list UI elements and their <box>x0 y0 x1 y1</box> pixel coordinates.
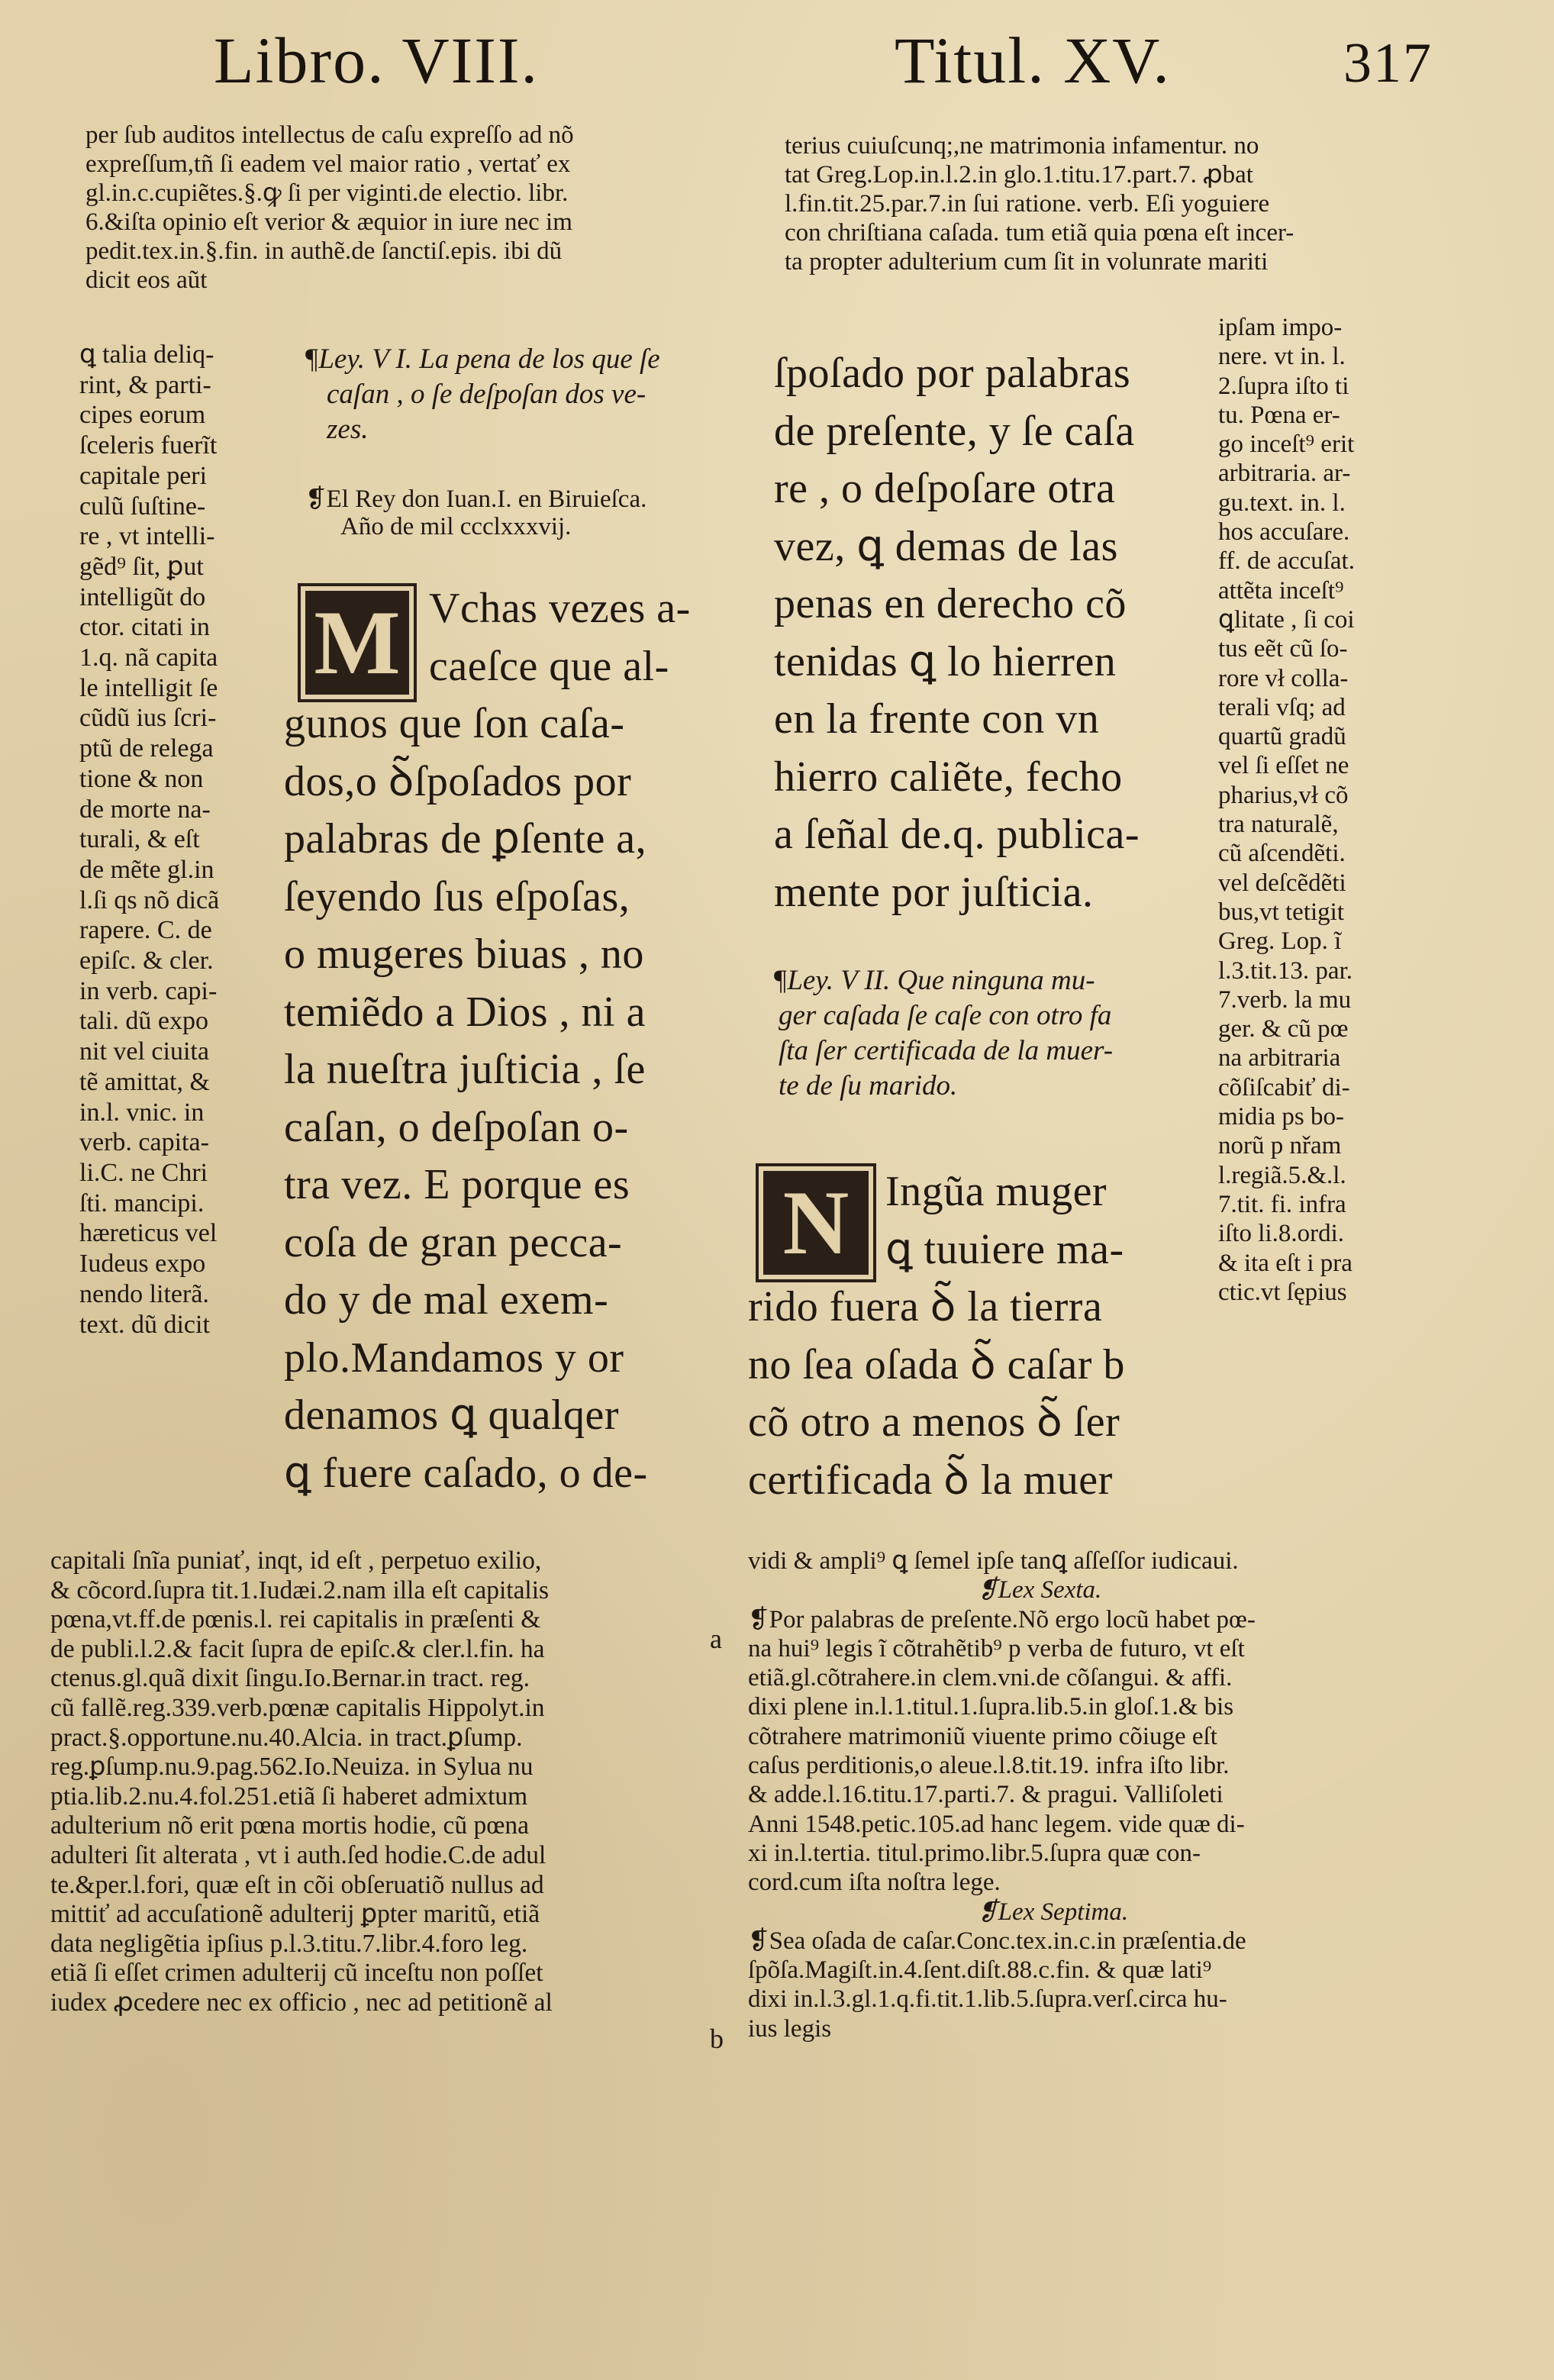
margin-gloss-line: capitale peri <box>79 461 208 490</box>
law6-source-line: ❡El Rey don Iuan.I. en Biruieſca. <box>305 485 647 513</box>
gloss-line: de publi.l.2.& facit ſupra de epiſc.& cler.l.fin. ha <box>50 1634 545 1663</box>
law-text-line: ꝗ tuuiere ma- <box>885 1225 1124 1273</box>
law-text-line: ꝗ fuere caſado, o de- <box>284 1449 648 1497</box>
margin-gloss-line: ſceleris fuerĩt <box>79 431 218 460</box>
law6-heading-line: zes. <box>327 414 369 445</box>
margin-gloss-line: turali, & eſt <box>79 825 200 854</box>
gloss-line: te.&per.l.fori, quæ eſt in cõi obſeruatiõ nullus ad <box>50 1870 544 1899</box>
margin-gloss-line: pharius,vł cõ <box>1218 781 1349 809</box>
margin-gloss-line: ꝗlitate , ſi coi <box>1218 605 1355 634</box>
law-text-line: palabras de ꝑſente a, <box>284 815 647 863</box>
gloss-line: mittiť ad accuſationẽ adulterij ꝑpter maritũ, etiã <box>50 1900 540 1929</box>
gloss-line: per ſub auditos intellectus de caſu expreſſo ad nõ <box>85 121 574 149</box>
margin-gloss-line: 7.tit. fi. infra <box>1218 1190 1346 1218</box>
gloss-line: ta propter adulterium cum ſit in volunrate mariti <box>785 248 1269 276</box>
law-text-line: do y de mal exem- <box>284 1276 609 1324</box>
margin-gloss-line: Iudeus expo <box>79 1250 206 1279</box>
note-line: dixi in.l.3.gl.1.q.fi.tit.1.lib.5.ſupra.verſ.circa hu- <box>748 1985 1227 2014</box>
margin-gloss-line: iſto li.8.ordi. <box>1218 1220 1344 1248</box>
margin-gloss-line: cũ aſcendẽti. <box>1218 840 1346 868</box>
law-text-line: plo.Mandamos y or <box>284 1334 624 1382</box>
margin-gloss-line: in.l. vnic. in <box>79 1098 205 1127</box>
margin-gloss-line: li.C. ne Chri <box>79 1158 208 1187</box>
note-line: ius legis <box>748 2014 832 2043</box>
note-a <box>748 1605 1389 1898</box>
gloss-line: con chriſtiana caſada. tum etiã quia pœna eſt incer- <box>785 219 1294 247</box>
law-text-line: certificada ꝺ̃ la muer <box>748 1456 1113 1504</box>
note-line: etiã.gl.cõtrahere.in clem.vni.de cõſangui. & affi. <box>748 1664 1233 1692</box>
law-text-line: tenidas ꝗ lo hierren <box>774 637 1117 685</box>
margin-gloss-line: tu. Pœna er- <box>1218 401 1340 429</box>
gloss-line: expreſſum,tñ ſi eadem vel maior ratio , vertať ex <box>85 150 571 178</box>
gloss-line: pœna,vt.ff.de pœnis.l. rei capitalis in præſenti & <box>50 1605 541 1634</box>
margin-gloss-line: terali vſq; ad <box>1218 693 1346 721</box>
law-text-line: temiẽdo a Dios , ni a <box>284 988 646 1036</box>
gloss-line: & cõcord.ſupra tit.1.Iudæi.2.nam illa eſt capitalis <box>50 1575 550 1604</box>
gloss-line: pract.§.opportune.nu.40.Alcia. in tract.ꝑſump. <box>50 1723 523 1752</box>
margin-gloss-line: nit vel ciuita <box>79 1037 209 1066</box>
margin-gloss-line: hos accuſare. <box>1218 518 1350 547</box>
law7-text <box>748 1163 1206 1509</box>
law6-text-right <box>774 345 1209 921</box>
margin-gloss-line: text. dũ dicit <box>79 1310 210 1339</box>
running-head-book: Libro. VIII. <box>214 24 540 97</box>
margin-gloss-line: l.ſi qs nõ dicã <box>79 885 220 914</box>
law6-source-line: Año de mil ccclxxxvij. <box>340 513 572 540</box>
gloss-line: tat Greg.Lop.in.l.2.in glo.1.titu.17.part.7. ꝓbat <box>785 161 1253 189</box>
law-text-line: penas en derecho cõ <box>774 580 1127 627</box>
margin-gloss-line: culũ ſuſtine- <box>79 492 206 521</box>
margin-gloss-line: midia ps bo- <box>1218 1103 1344 1131</box>
margin-gloss-line: rore vł colla- <box>1218 664 1349 692</box>
margin-gloss-line: attẽta inceſt⁹ <box>1218 576 1344 605</box>
gloss-line: gl.in.c.cupiẽtes.§.ꝙ ſi per viginti.de electio. libr. <box>85 179 569 207</box>
margin-gloss-line: nendo literã. <box>79 1279 209 1308</box>
law-text-line: Ingũa muger <box>885 1168 1107 1215</box>
right-gloss-bottom <box>748 1546 1389 2043</box>
law-text-line: cõ otro a menos ꝺ̃ ſer <box>748 1398 1120 1446</box>
margin-gloss-line: re , vt intelli- <box>79 522 215 551</box>
gloss-line: iudex ꝓcedere nec ex officio , nec ad petitionẽ al <box>50 1988 553 2017</box>
margin-gloss-line: tra naturalẽ, <box>1218 811 1339 839</box>
note-line: cord.cum iſta noſtra lege. <box>748 1869 1001 1897</box>
law-text-line: coſa de gran pecca- <box>284 1218 623 1266</box>
margin-gloss-line: epiſc. & cler. <box>79 947 214 976</box>
margin-gloss-line: vel ſi eſſet ne <box>1218 752 1349 780</box>
law-text-line: Vchas vezes a- <box>429 585 691 632</box>
left-margin-gloss <box>79 340 263 1340</box>
law7-heading-line: ger caſada ſe caſe con otro fa <box>779 1000 1112 1031</box>
margin-gloss-line: norũ p nřam <box>1218 1132 1342 1160</box>
note-line: Anni 1548.petic.105.ad hanc legem. vide quæ di- <box>748 1810 1245 1838</box>
law6-heading-line: caſan , o ſe deſpoſan dos ve- <box>327 379 646 410</box>
margin-gloss-line: 1.q. nã capita <box>79 643 218 672</box>
margin-gloss-line: ff. de accuſat. <box>1218 547 1355 576</box>
note-line: ❡Sea oſada de caſar.Conc.tex.in.c.in præſentia.de <box>748 1927 1246 1955</box>
gloss-line: l.fin.tit.25.par.7.in ſui ratione. verb. Eſi yoguiere <box>785 190 1270 218</box>
gloss-line: adulterium nõ erit pœna mortis hodie, cũ pœna <box>50 1811 530 1840</box>
gloss-line: ptia.lib.2.nu.4.fol.251.etiã ſi haberet admixtum <box>50 1782 528 1811</box>
margin-gloss-line: 7.verb. la mu <box>1218 985 1352 1014</box>
margin-gloss-line: ꝗ talia deliq- <box>79 340 214 369</box>
margin-gloss-line: na arbitraria <box>1218 1044 1341 1072</box>
margin-gloss-line: go inceſt⁹ erit <box>1218 431 1355 459</box>
right-gloss-top <box>785 131 1456 276</box>
margin-gloss-line: gu.text. in. l. <box>1218 489 1346 517</box>
note-line: na hui⁹ legis ĩ cõtrahẽtib⁹ p verba de futuro, vt eſt <box>748 1634 1245 1662</box>
margin-gloss-line: gẽd⁹ ſit, ꝑut <box>79 552 204 581</box>
left-gloss-bottom <box>50 1546 707 2018</box>
margin-gloss-line: Greg. Lop. ĩ <box>1218 927 1342 956</box>
law-text-line: la nueſtra juſticia , ſe <box>284 1046 646 1093</box>
note-line: xi in.l.tertia. titul.primo.libr.5.ſupra quæ con- <box>748 1839 1201 1867</box>
margin-gloss-line: de morte na- <box>79 795 211 824</box>
margin-gloss-line: arbitraria. ar- <box>1218 460 1351 488</box>
law-text-line: vez, ꝗ demas de las <box>774 522 1118 570</box>
margin-gloss-line: tali. dũ expo <box>79 1007 209 1036</box>
margin-gloss-line: cipes eorum <box>79 401 206 430</box>
law-text-line: hierro caliẽte, fecho <box>774 753 1123 801</box>
margin-gloss-line: 2.ſupra iſto ti <box>1218 372 1349 400</box>
margin-gloss-line: tione & non <box>79 764 204 793</box>
law-text-line: de preſente, y ſe caſa <box>774 407 1135 455</box>
gloss-line: data negligẽtia ipſius p.l.3.titu.7.libr.4.foro leg. <box>50 1929 528 1958</box>
margin-gloss-line: l.regiã.5.&.l. <box>1218 1161 1346 1189</box>
law7-heading-line: ſta ſer certificada de la muer- <box>779 1035 1114 1066</box>
law-text-line: ſeyendo ſus eſpoſas, <box>284 872 630 921</box>
drop-cap-letter: M <box>314 592 401 693</box>
margin-gloss-line: tẽ amittat, & <box>79 1067 210 1096</box>
drop-cap-letter: N <box>782 1172 850 1273</box>
margin-gloss-line: hæreticus vel <box>79 1219 218 1248</box>
law6-text-left <box>284 580 727 1502</box>
margin-gloss-line: quartũ gradũ <box>1218 723 1346 751</box>
law-text-line: dos,o ꝺ̃ſpoſados por <box>284 757 632 805</box>
lex-septima-label: ❡Lex Septima. <box>977 1898 1129 1926</box>
law-text-line: caeſce que al- <box>429 642 669 690</box>
law6-heading-line: ¶Ley. V I. La pena de los que ſe <box>304 343 660 375</box>
gloss-line: terius cuiuſcunq;,ne matrimonia infamentur. no <box>785 132 1259 160</box>
gloss-line: pedit.tex.in.§.fin. in authẽ.de ſanctiſ.epis. ibi dũ <box>85 237 563 265</box>
margin-gloss-line: verb. capita- <box>79 1128 209 1157</box>
law-text-line: re , o deſpoſare otra <box>774 465 1116 512</box>
note-line: ſpõſa.Magiſt.in.4.ſent.diſt.88.c.fin. & quæ lati⁹ <box>748 1956 1212 1985</box>
note-line: caſus perditionis,o aleue.l.8.tit.19. infra iſto libr. <box>748 1752 1230 1780</box>
margin-gloss-line: ptũ de relega <box>79 734 214 763</box>
margin-gloss-line: in verb. capi- <box>79 976 218 1005</box>
law6-source <box>305 485 733 540</box>
law7-heading <box>772 963 1207 1104</box>
note-line: & adde.l.16.titu.17.parti.7. & pragui. Valliſoleti <box>748 1781 1224 1809</box>
right-margin-gloss <box>1218 313 1447 1307</box>
margin-gloss-line: ctor. citati in <box>79 613 210 642</box>
law-text-line: mente por juſticia. <box>774 868 1094 916</box>
margin-gloss-line: bus,vt tetigit <box>1218 898 1344 926</box>
margin-gloss-line: tus eẽt cũ ſo- <box>1218 635 1348 663</box>
note-line: dixi plene in.l.1.titul.1.ſupra.lib.5.in gloſ.1.& bis <box>748 1693 1234 1721</box>
law-text-line: tra vez. E porque es <box>284 1161 630 1208</box>
margin-gloss-line: vel deſcẽdẽti <box>1218 869 1346 897</box>
law7-heading-line: te de ſu marido. <box>779 1070 958 1101</box>
gloss-line: adulteri ſit alterata , vt i auth.ſed hodie.C.de adul <box>50 1840 546 1869</box>
gloss-line: ctenus.gl.quã dixit ſingu.Io.Bernar.in tract. reg. <box>50 1664 530 1693</box>
gloss-line: dicit eos aũt <box>85 266 208 294</box>
margin-gloss-line: ſti. mancipi. <box>79 1188 205 1217</box>
margin-gloss-line: rapere. C. de <box>79 916 212 945</box>
margin-gloss-line: ger. & cũ pœ <box>1218 1015 1349 1043</box>
margin-gloss-line: le intelligit ſe <box>79 673 218 702</box>
gloss-line: capitali ſnĩa puniať, inqt, id eſt , perpetuo exilio, <box>50 1546 542 1575</box>
law-text-line: a ſeñal de.q. publica- <box>774 811 1140 858</box>
law-text-line: en la frente con vn <box>774 695 1100 743</box>
gloss-line: vidi & ampli⁹ ꝗ ſemel ipſe tanꝗ aſſeſſor iudicaui. <box>748 1547 1239 1575</box>
left-gloss-top <box>85 121 742 295</box>
law-text-line: gunos que ſon caſa- <box>284 700 625 747</box>
margin-gloss-line: cõſiſcabiť di- <box>1218 1073 1350 1101</box>
margin-gloss-line: cũdũ ius ſcri- <box>79 704 217 733</box>
margin-gloss-line: rint, & parti- <box>79 370 211 399</box>
margin-gloss-line: ipſam impo- <box>1218 314 1343 341</box>
margin-gloss-line: & ita eſt i pra <box>1218 1249 1352 1277</box>
note-line: ❡Por palabras de preſente.Nõ ergo locũ habet pœ- <box>748 1605 1256 1633</box>
note-line: cõtrahere matrimoniũ viuente primo cõiuge eſt <box>748 1722 1217 1750</box>
gloss-line: cũ fallẽ.reg.339.verb.pœnæ capitalis Hippolyt.in <box>50 1693 545 1722</box>
law7-heading-line: ¶Ley. V II. Que ninguna mu- <box>772 965 1095 996</box>
margin-gloss-line: ctic.vt ſępius <box>1218 1278 1347 1306</box>
note-marker-a: a <box>710 1624 722 1654</box>
margin-gloss-line: l.3.tit.13. par. <box>1218 956 1352 985</box>
gloss-line: etiã ſi eſſet crimen adulterij cũ inceſtu non poſſet <box>50 1959 543 1988</box>
running-head-title: Titul. XV. <box>895 24 1171 97</box>
law-text-line: o mugeres biuas , no <box>284 930 644 978</box>
gloss-line: 6.&iſta opinio eſt verior & æquior in iure nec im <box>85 208 572 236</box>
note-b <box>748 1927 1389 2043</box>
law-text-line: denamos ꝗ qualqer <box>284 1392 620 1439</box>
margin-gloss-line: nere. vt in. l. <box>1218 343 1346 371</box>
page-number: 317 <box>1343 32 1433 95</box>
law6-heading <box>304 342 731 447</box>
law-text-line: rido fuera ꝺ̃ la tierra <box>748 1283 1103 1330</box>
gloss-line: reg.ꝑſump.nu.9.pag.562.Io.Neuiza. in Sylua nu <box>50 1753 534 1782</box>
lex-sexta-label: ❡Lex Sexta. <box>977 1576 1102 1604</box>
note-marker-b: b <box>710 2024 724 2054</box>
margin-gloss-line: intelligũt do <box>79 582 206 611</box>
law-text-line: no ſea oſada ꝺ̃ caſar b <box>748 1340 1125 1388</box>
margin-gloss-line: de mẽte gl.in <box>79 855 214 884</box>
law-text-line: ſpoſado por palabras <box>774 350 1131 397</box>
law-text-line: caſan, o deſpoſan o- <box>284 1103 629 1151</box>
